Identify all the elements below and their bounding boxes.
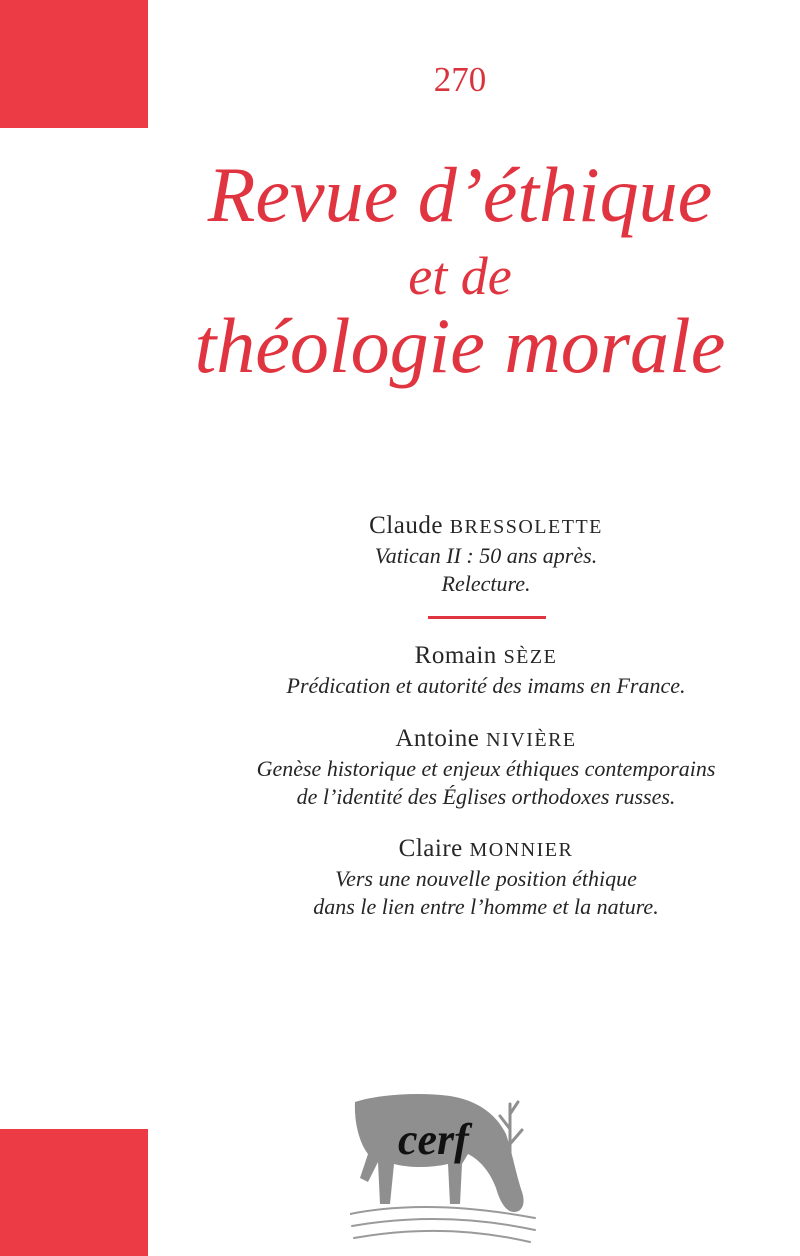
issue-number: 270 (433, 60, 487, 99)
author-first-name: Claire (398, 835, 463, 862)
article-title-line: Vatican II : 50 ans après. (374, 543, 598, 568)
bottom-accent-block (0, 1129, 148, 1256)
article-title-line: dans le lien entre l’homme et la nature. (313, 894, 659, 919)
contents-entry-1 (180, 511, 792, 598)
contents-entry-3 (180, 724, 792, 811)
author-last-name: MONNIER (469, 839, 574, 861)
author-last-name: NIVIÈRE (486, 729, 577, 751)
journal-title-line-3: théologie morale (194, 302, 726, 389)
journal-title-line-1: Revue d’éthique (207, 151, 713, 238)
contents-entry-2 (180, 641, 792, 700)
author-name (180, 834, 792, 865)
author-last-name: SÈZE (503, 646, 558, 668)
logo-wordmark: cerf (398, 1115, 469, 1164)
author-name (180, 724, 792, 755)
article-title-line: Genèse historique et enjeux éthiques contemporains (256, 756, 716, 781)
author-name (180, 511, 792, 542)
author-first-name: Claude (369, 512, 443, 539)
article-title-line: Relecture. (441, 571, 531, 596)
article-title-line: de l’identité des Églises orthodoxes russes. (296, 784, 676, 809)
author-first-name: Romain (414, 642, 497, 669)
article-title-line: Vers une nouvelle position éthique (335, 866, 637, 891)
contents-entry-4 (180, 834, 792, 921)
author-first-name: Antoine (395, 725, 480, 752)
section-divider (428, 616, 546, 619)
author-last-name: BRESSOLETTE (449, 516, 603, 538)
article-title-line: Prédication et autorité des imams en France. (286, 673, 686, 698)
cerf-deer-logo (350, 1064, 540, 1244)
journal-title-line-2: et de (408, 246, 512, 306)
top-accent-block (0, 0, 148, 128)
author-name (180, 641, 792, 672)
